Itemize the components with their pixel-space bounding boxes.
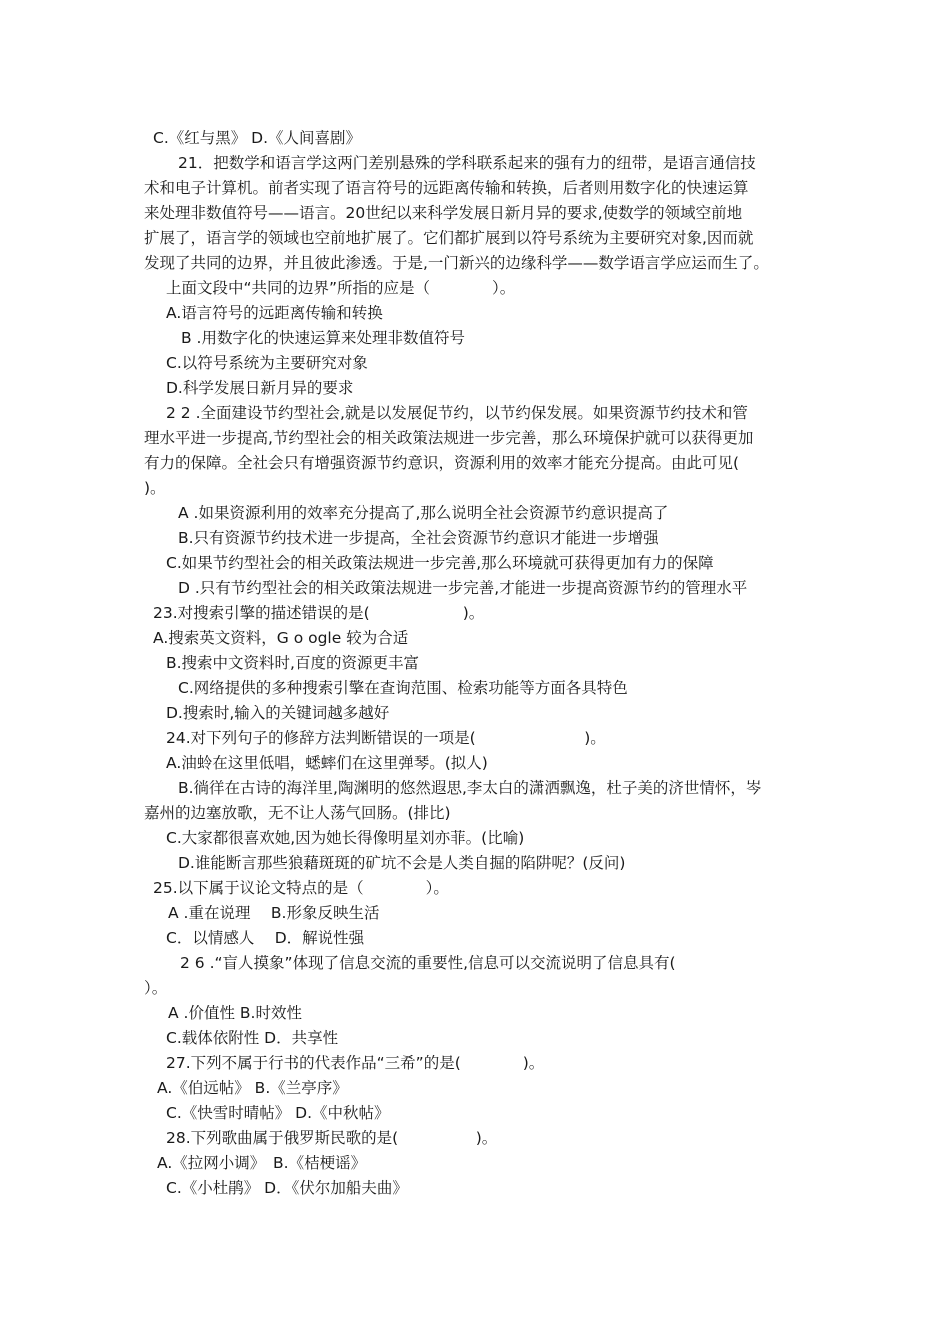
text-line: C.载体依附性 D．共享性 (166, 1029, 339, 1047)
text-line: 2 2 .全面建设节约型社会,就是以发展促节约，以节约保发展。如果资源节约技术和管 (166, 404, 748, 422)
text-line: B .用数字化的快速运算来处理非数值符号 (181, 329, 465, 347)
text-line: 来处理非数值符号——语言。20世纪以来科学发展日新月异的要求,使数学的领域空前地 (144, 204, 743, 222)
text-line: )。 (144, 479, 166, 497)
text-line: D.科学发展日新月异的要求 (166, 379, 354, 397)
text-line: A.油蛉在这里低唱，蟋蟀们在这里弹琴。(拟人) (166, 754, 488, 772)
text-line: 上面文段中“共同的边界”所指的应是（ ）。 (166, 279, 516, 297)
text-line: 23.对搜索引擎的描述错误的是( )。 (153, 604, 485, 622)
text-line: 28.下列歌曲属于俄罗斯民歌的是( )。 (166, 1129, 498, 1147)
text-line: A .如果资源利用的效率充分提高了,那么说明全社会资源节约意识提高了 (178, 504, 669, 522)
text-line: 27.下列不属于行书的代表作品“三希”的是( )。 (166, 1054, 545, 1072)
text-line: C.《快雪时晴帖》 D.《中秋帖》 (166, 1104, 390, 1122)
text-line: 24.对下列句子的修辞方法判断错误的一项是( )。 (166, 729, 606, 747)
text-line: C.《小杜鹃》 D．《伏尔加船夫曲》 (166, 1179, 408, 1197)
text-line: A.语言符号的远距离传输和转换 (166, 304, 383, 322)
text-line: 术和电子计算机。前者实现了语言符号的远距离传输和转换，后者则用数字化的快速运算 (144, 179, 749, 197)
text-line: A .重在说理 B.形象反映生活 (168, 904, 380, 922)
text-line: D.谁能断言那些狼藉斑斑的矿坑不会是人类自掘的陷阱呢？(反问) (178, 854, 626, 872)
text-line: C.如果节约型社会的相关政策法规进一步完善,那么环境就可获得更加有力的保障 (166, 554, 714, 572)
text-line: A.《拉网小调》 B.《桔梗谣》 (157, 1154, 367, 1172)
text-line: ）。 (144, 979, 168, 997)
text-line: C.网络提供的多种搜索引擎在查询范围、检索功能等方面各具特色 (178, 679, 628, 697)
text-line: C.《红与黑》 D.《人间喜剧》 (153, 129, 362, 147)
text-line: C．以情感人 D．解说性强 (166, 929, 365, 947)
text-line: 有力的保障。全社会只有增强资源节约意识，资源利用的效率才能充分提高。由此可见( (144, 454, 740, 472)
text-line: 发现了共同的边界，并且彼此渗透。于是,一门新兴的边缘科学——数学语言学应运而生了。 (144, 254, 769, 272)
text-line: B.徜徉在古诗的海洋里,陶渊明的悠然遐思,李太白的潇洒飘逸，杜子美的济世情怀，岑 (178, 779, 762, 797)
text-line: 嘉州的边塞放歌，无不让人荡气回肠。(排比) (144, 804, 451, 822)
text-line: 21．把数学和语言学这两门差别悬殊的学科联系起来的强有力的纽带，是语言通信技 (178, 154, 756, 172)
text-line: 扩展了，语言学的领域也空前地扩展了。它们都扩展到以符号系统为主要研究对象,因而就 (144, 229, 754, 247)
text-line: A .价值性 B.时效性 (168, 1004, 302, 1022)
text-line: C.以符号系统为主要研究对象 (166, 354, 368, 372)
text-line: B.搜索中文资料时,百度的资源更丰富 (166, 654, 419, 672)
text-line: 2 6 .“盲人摸象”体现了信息交流的重要性,信息可以交流说明了信息具有( (180, 954, 676, 972)
text-line: 理水平进一步提高,节约型社会的相关政策法规进一步完善，那么环境保护就可以获得更加 (144, 429, 754, 447)
text-line: A.《伯远帖》 B.《兰亭序》 (157, 1079, 348, 1097)
text-line: D.搜索时,输入的关键词越多越好 (166, 704, 390, 722)
text-line: D .只有节约型社会的相关政策法规进一步完善,才能进一步提高资源节约的管理水平 (178, 579, 748, 597)
text-line: 25.以下属于议论文特点的是（ ）。 (153, 879, 449, 897)
text-line: B.只有资源节约技术进一步提高，全社会资源节约意识才能进一步增强 (178, 529, 659, 547)
text-line: C.大家都很喜欢她,因为她长得像明星刘亦菲。(比喻) (166, 829, 525, 847)
text-line: A.搜索英文资料，G o ogle 较为合适 (153, 629, 409, 647)
